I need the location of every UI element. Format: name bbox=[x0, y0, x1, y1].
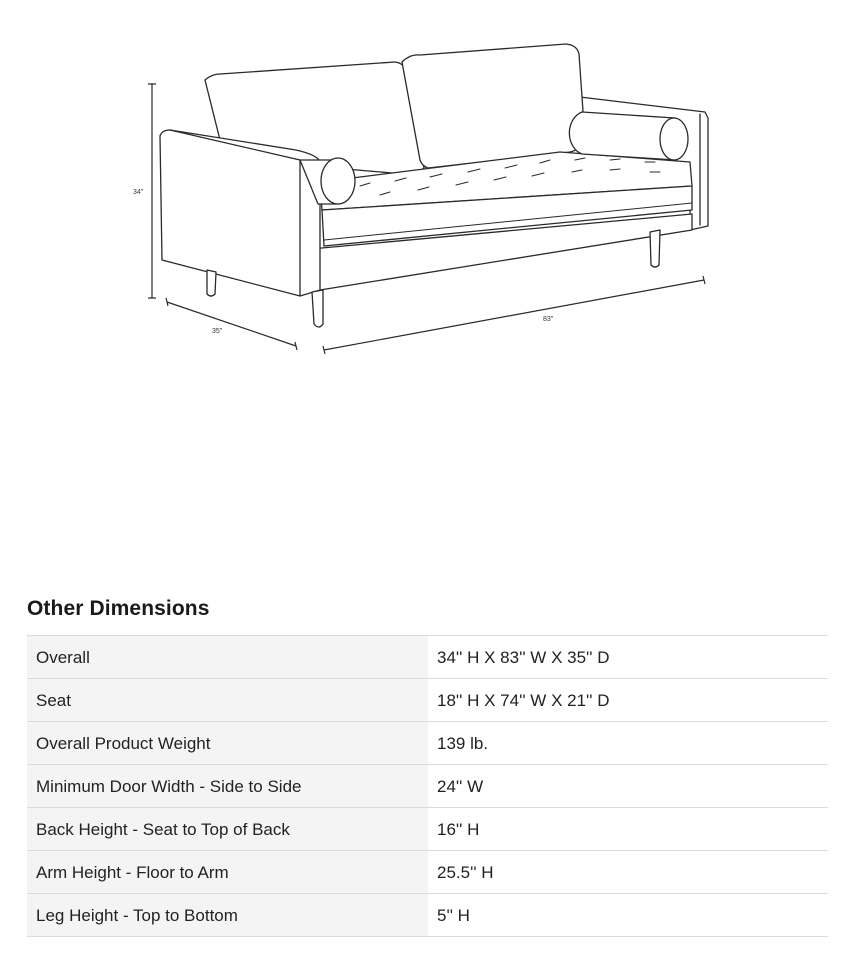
table-row bbox=[27, 851, 828, 894]
table-row bbox=[27, 894, 828, 937]
section-title: Other Dimensions bbox=[27, 597, 210, 620]
table-row bbox=[27, 679, 828, 722]
height-dimension-line bbox=[148, 84, 156, 298]
table-row bbox=[27, 808, 828, 851]
dimension-value: 24'' W bbox=[428, 765, 828, 808]
width-dimension-line bbox=[323, 276, 705, 354]
dimensions-table bbox=[27, 635, 828, 937]
dimension-label: Overall bbox=[27, 636, 428, 679]
dimension-label: Back Height - Seat to Top of Back bbox=[27, 808, 428, 851]
height-label: 34" bbox=[133, 189, 144, 196]
sofa-line-drawing bbox=[0, 0, 855, 380]
dimension-value: 34'' H X 83'' W X 35'' D bbox=[428, 636, 828, 679]
width-label: 83" bbox=[543, 316, 554, 323]
dimension-label: Leg Height - Top to Bottom bbox=[27, 894, 428, 937]
leg-front-right bbox=[312, 290, 323, 327]
dimensions-table-body bbox=[27, 636, 828, 937]
dimension-value: 139 lb. bbox=[428, 722, 828, 765]
depth-label: 35" bbox=[212, 328, 223, 335]
table-row bbox=[27, 636, 828, 679]
dimension-value: 18'' H X 74'' W X 21'' D bbox=[428, 679, 828, 722]
sofa-dimension-drawing bbox=[0, 0, 855, 380]
dimension-label: Minimum Door Width - Side to Side bbox=[27, 765, 428, 808]
dimension-label: Arm Height - Floor to Arm bbox=[27, 851, 428, 894]
table-row bbox=[27, 722, 828, 765]
right-back-cushion bbox=[402, 44, 585, 168]
leg-back-right bbox=[650, 230, 660, 267]
dimension-value: 16'' H bbox=[428, 808, 828, 851]
table-row bbox=[27, 765, 828, 808]
dimension-value: 25.5'' H bbox=[428, 851, 828, 894]
depth-dimension-line bbox=[166, 298, 297, 350]
dimension-label: Overall Product Weight bbox=[27, 722, 428, 765]
left-arm bbox=[160, 130, 320, 296]
leg-front-left bbox=[207, 270, 216, 296]
dimension-label: Seat bbox=[27, 679, 428, 722]
dimension-value: 5'' H bbox=[428, 894, 828, 937]
